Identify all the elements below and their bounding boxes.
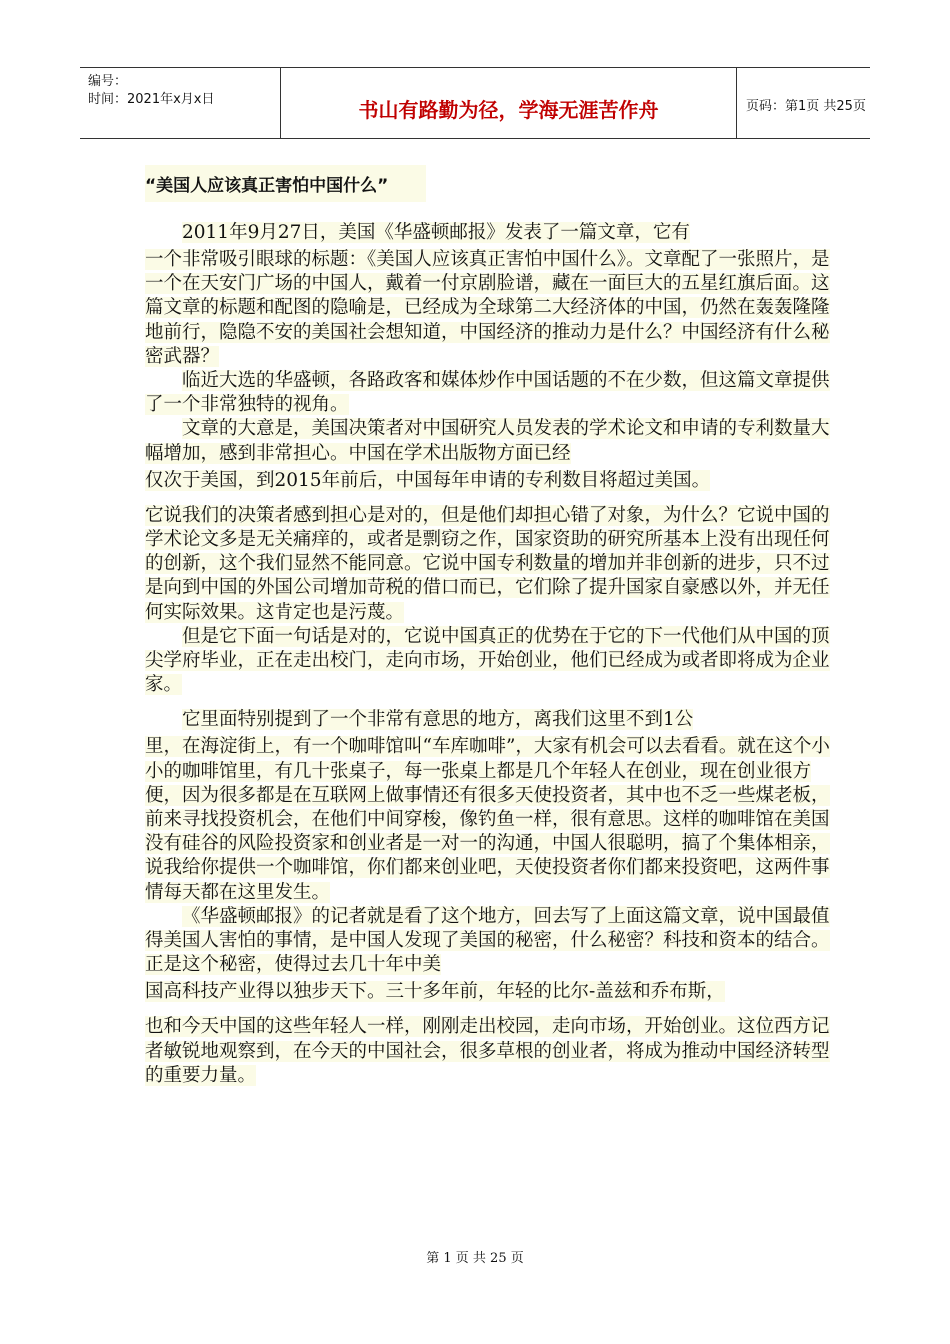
paragraph-2: 一个非常吸引眼球的标题：《美国人应该真正害怕中国什么》。文章配了一张照片，是一个在天安门广场的中国人，戴着一付京剧脸谱，藏在一面巨大的五星红旗后面。这篇文章的标题和配图的隐喻是，已经成为全球第二大经济体的中国，仍然在轰轰隆隆地前行，隐隐不安的美国社会想知道，中国经济的推动力是什么？中国经济有什么秘密武器？ (145, 249, 830, 367)
paragraph-4: 文章的大意是，美国决策者对中国研究人员发表的学术论文和申请的专利数量大幅增加，感到非常担心。中国在学术出版物方面已经 (145, 418, 830, 464)
article-title: “美国人应该真正害怕中国什么” (145, 165, 426, 202)
paragraph-8: 它里面特别提到了一个非常有意思的地方，离我们这里不到1公 (182, 709, 694, 731)
paragraph-5: 仅次于美国，到2015年前后，中国每年申请的专利数目将超过美国。 (145, 469, 711, 491)
header-motto-cell (280, 68, 737, 138)
number-label: 编号： (88, 74, 128, 89)
date-label: 时间：2021年x月x日 (88, 92, 215, 107)
paragraph-11: 国高科技产业得以独步天下。三十多年前，年轻的比尔-盖兹和乔布斯， (145, 981, 725, 1003)
paragraph-3: 临近大选的华盛顿，各路政客和媒体炒作中国话题的不在少数，但这篇文章提供了一个非常独特的视角。 (145, 370, 830, 416)
paragraph-9: 里，在海淀街上，有一个咖啡馆叫“车库咖啡”，大家有机会可以去看看。就在这个小小的咖啡馆里，有几十张桌子，每一张桌上都是几个年轻人在创业，现在创业很方便，因为很多都是在互联网上做事情还有很多天使投资者，其中也不乏一些煤老板，前来寻找投资机会，在他们中间穿梭，像钓鱼一样，很有意思。这样的咖啡馆在美国没有硅谷的风险投资家和创业者是一对一的沟通，中国人很聪明，搞了个集体相亲，说我给你提供一个咖啡馆，你们都来创业吧，天使投资者你们都来投资吧，这两件事情每天都在这里发生。 (145, 736, 830, 903)
header-table (80, 67, 870, 139)
paragraph-7: 但是它下面一句话是对的，它说中国真正的优势在于它的下一代他们从中国的顶尖学府毕业，正在走出校门，走向市场，开始创业，他们已经成为或者即将成为企业家。 (145, 625, 830, 696)
motto: 书山有路勤为径，学海无涯苦作舟 (358, 98, 659, 122)
header-page-info: 页码：第1页 共25页 (746, 99, 866, 114)
paragraph-12: 也和今天中国的这些年轻人一样，刚刚走出校园，走向市场，开始创业。这位西方记者敏锐地观察到，在今天的中国社会，很多草根的创业者，将成为推动中国经济转型的重要力量。 (145, 1016, 830, 1086)
header-meta-cell (80, 68, 280, 138)
paragraph-6: 它说我们的决策者感到担心是对的，但是他们却担心错了对象，为什么？它说中国的学术论文多是无关痛痒的，或者是剽窃之作，国家资助的研究所基本上没有出现任何的创新，这个我们显然不能同意。它说中国专利数量的增加并非创新的进步，只不过是向到中国的外国公司增加苛税的借口而已，它们除了提升国家自豪感以外，并无任何实际效果。这肯定也是污蔑。 (145, 504, 830, 623)
page-footer: 第 1 页 共 25 页 (426, 1251, 524, 1266)
article-body (145, 165, 835, 1088)
header-page-cell (736, 68, 870, 138)
paragraph-10: 《华盛顿邮报》的记者就是看了这个地方，回去写了上面这篇文章，说中国最值得美国人害怕的事情，是中国人发现了美国的秘密，什么秘密？科技和资本的结合。正是这个秘密，使得过去几十年中美 (145, 905, 830, 976)
paragraph-1: 2011年9月27日，美国《华盛顿邮报》发表了一篇文章，它有 (182, 222, 690, 243)
